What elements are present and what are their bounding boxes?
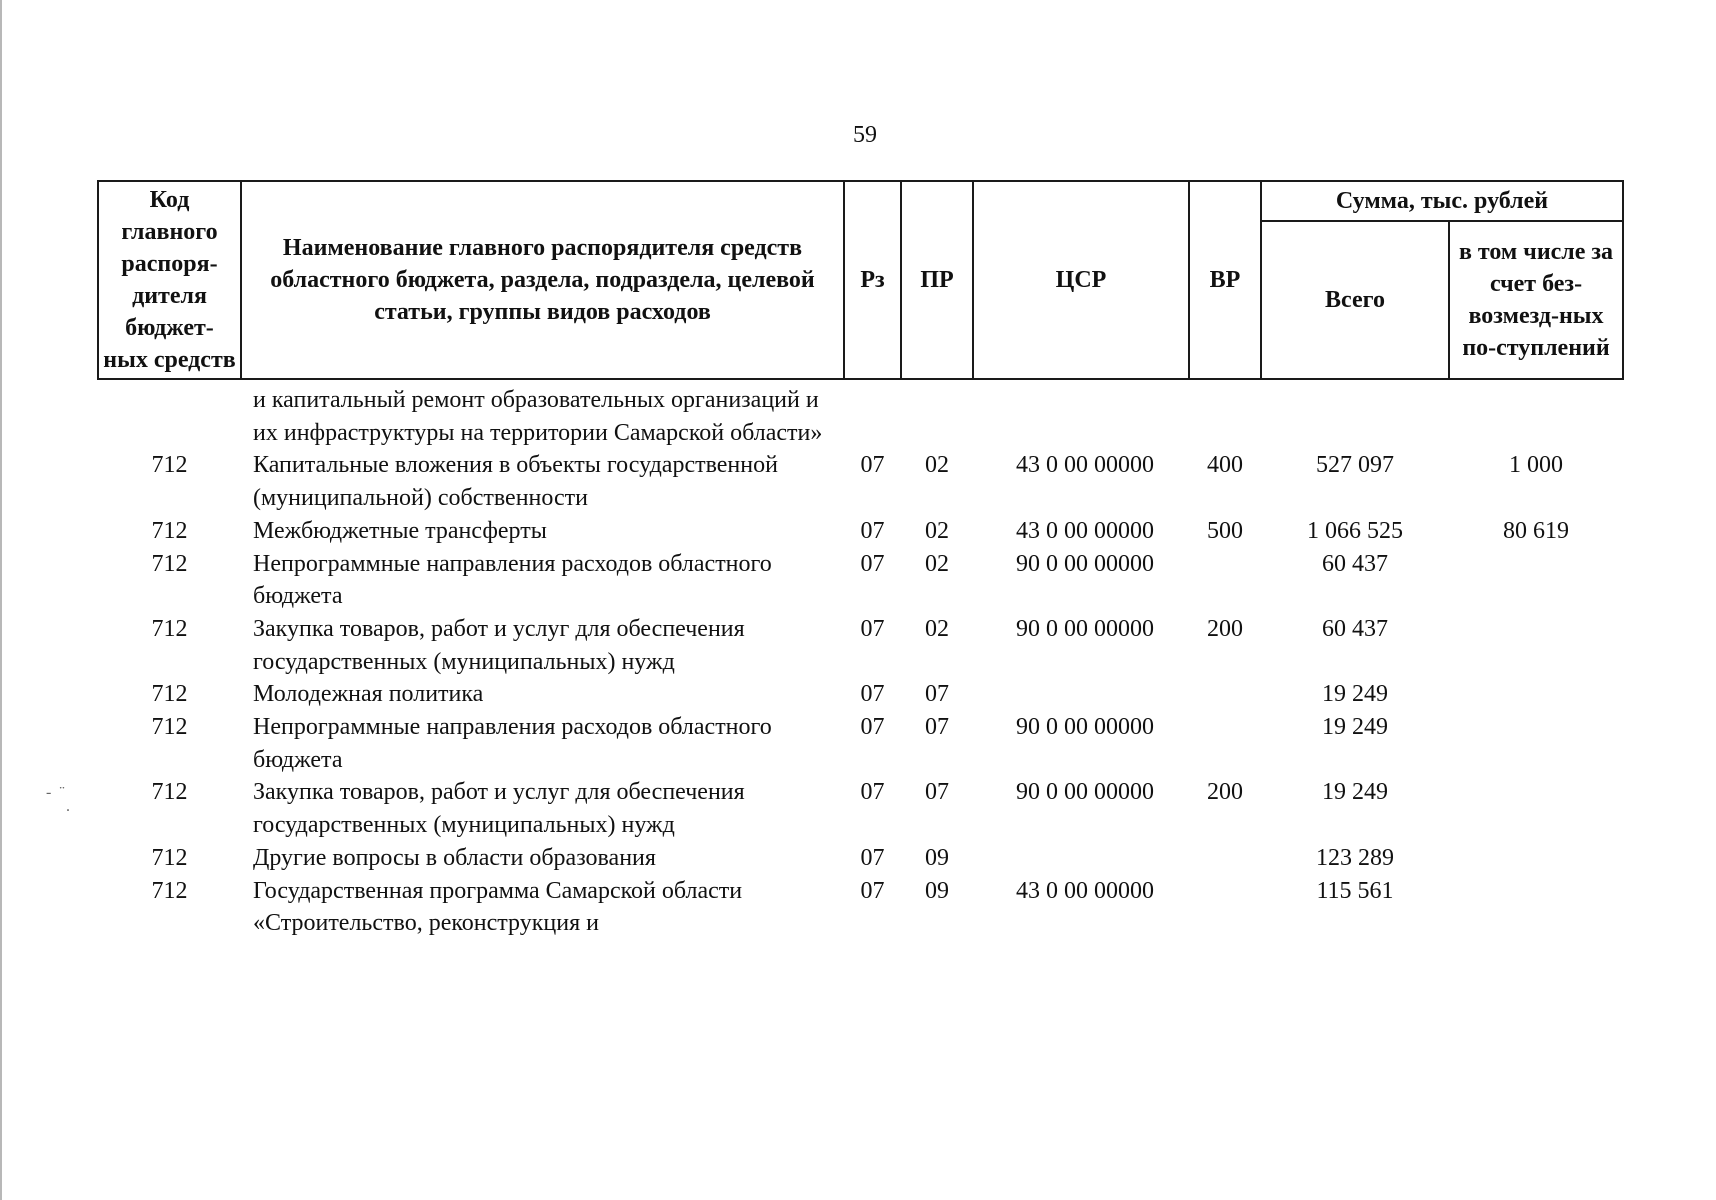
table-row (98, 711, 1623, 776)
cell-csr: 43 0 00 00000 (1016, 877, 1154, 904)
table-body (98, 379, 1623, 940)
cell-incl (1449, 711, 1623, 776)
cell-incl (1449, 613, 1623, 678)
header-sum: Сумма, тыс. рублей (1261, 181, 1623, 221)
cell-name: и капитальный ремонт образовательных организаций и их инфраструктуры на территории Самарской области» (253, 387, 823, 446)
cell-vr (1189, 711, 1261, 776)
table-row (98, 842, 1623, 875)
cell-csr: 90 0 00 00000 (1016, 550, 1154, 577)
cell-pr (901, 379, 973, 449)
cell-rz: 07 (860, 517, 885, 544)
table-row (98, 875, 1623, 940)
cell-code: 712 (151, 615, 188, 642)
cell-rz (844, 379, 901, 449)
table-row (98, 613, 1623, 678)
cell-total: 19 249 (1322, 681, 1388, 708)
cell-rz: 07 (860, 615, 885, 642)
cell-rz: 07 (860, 714, 885, 741)
cell-vr: 200 (1207, 615, 1243, 642)
cell-csr: 43 0 00 00000 (1016, 517, 1154, 544)
header-code: Код главного распоря-дителя бюджет-ных средств (98, 181, 241, 379)
scan-edge (0, 0, 2, 1200)
cell-code: 712 (151, 452, 188, 479)
cell-name: Молодежная политика (253, 681, 484, 708)
cell-rz: 07 (860, 877, 885, 904)
table-row (98, 449, 1623, 514)
cell-code: 712 (151, 681, 188, 708)
cell-incl (1449, 678, 1623, 711)
cell-total: 60 437 (1322, 550, 1388, 577)
cell-total: 123 289 (1316, 844, 1394, 871)
header-vr: ВР (1189, 181, 1261, 379)
cell-name: Государственная программа Самарской области «Строительство, реконструкция и (253, 877, 743, 937)
page-number: 59 (853, 122, 877, 148)
cell-rz: 07 (860, 779, 885, 806)
cell-rz: 07 (860, 681, 885, 708)
cell-total: 19 249 (1322, 779, 1388, 806)
cell-total: 19 249 (1322, 714, 1388, 741)
header-name: Наименование главного распорядителя средств областного бюджета, раздела, подраздела, целевой статьи, группы видов расходов (241, 181, 844, 379)
cell-csr: 90 0 00 00000 (1016, 615, 1154, 642)
cell-pr: 09 (925, 877, 949, 904)
cell-pr: 07 (925, 681, 949, 708)
cell-code: 712 (151, 779, 188, 806)
cell-code: 712 (151, 877, 188, 904)
cell-pr: 02 (925, 452, 949, 479)
table-row (98, 548, 1623, 613)
cell-total: 115 561 (1316, 877, 1394, 904)
cell-rz: 07 (860, 550, 885, 577)
cell-pr: 02 (925, 550, 949, 577)
header-incl: в том числе за счет без-возмезд-ных по-ступлений (1449, 221, 1623, 379)
cell-total: 60 437 (1322, 615, 1388, 642)
cell-total: 527 097 (1316, 452, 1394, 479)
header-pr: ПР (901, 181, 973, 379)
cell-incl (1449, 776, 1623, 841)
cell-csr (973, 842, 1189, 875)
cell-incl (1449, 379, 1623, 449)
cell-name: Закупка товаров, работ и услуг для обеспечения государственных (муниципальных) нужд (253, 615, 745, 675)
cell-vr: 500 (1207, 517, 1243, 544)
cell-name: Закупка товаров, работ и услуг для обеспечения государственных (муниципальных) нужд (253, 779, 745, 839)
header-csr: ЦСР (973, 181, 1189, 379)
cell-name: Капитальные вложения в объекты государственной (муниципальной) собственности (253, 452, 778, 512)
cell-code: 712 (151, 714, 188, 741)
cell-incl (1449, 842, 1623, 875)
cell-pr: 09 (925, 844, 949, 871)
table-header (98, 181, 1623, 379)
cell-rz: 07 (860, 452, 885, 479)
cell-total (1261, 379, 1449, 449)
cell-csr: 43 0 00 00000 (1016, 452, 1154, 479)
cell-name: Межбюджетные трансферты (253, 517, 547, 544)
header-rz: Рз (844, 181, 901, 379)
cell-incl (1449, 548, 1623, 613)
table-row (98, 678, 1623, 711)
cell-code (98, 379, 241, 449)
table-row (98, 776, 1623, 841)
cell-csr (973, 678, 1189, 711)
cell-name: Другие вопросы в области образования (253, 844, 656, 871)
cell-name: Непрограммные направления расходов областного бюджета (253, 550, 772, 610)
cell-total: 1 066 525 (1307, 517, 1403, 544)
cell-csr: 90 0 00 00000 (1016, 714, 1154, 741)
cell-incl (1449, 875, 1623, 940)
cell-vr (1189, 842, 1261, 875)
cell-pr: 07 (925, 714, 949, 741)
cell-pr: 02 (925, 517, 949, 544)
cell-vr: 400 (1207, 452, 1243, 479)
cell-csr (973, 379, 1189, 449)
cell-csr: 90 0 00 00000 (1016, 779, 1154, 806)
margin-marks: - ¨ . (46, 784, 70, 815)
cell-vr: 200 (1207, 779, 1243, 806)
cell-rz: 07 (860, 844, 885, 871)
cell-vr (1189, 875, 1261, 940)
cell-code: 712 (151, 550, 188, 577)
cell-code: 712 (151, 517, 188, 544)
cell-incl: 1 000 (1509, 452, 1563, 479)
cell-vr (1189, 548, 1261, 613)
table-row (98, 515, 1623, 548)
header-total: Всего (1261, 221, 1449, 379)
table-row (98, 379, 1623, 449)
cell-code: 712 (151, 844, 188, 871)
cell-vr (1189, 678, 1261, 711)
cell-vr (1189, 379, 1261, 449)
cell-pr: 07 (925, 779, 949, 806)
cell-pr: 02 (925, 615, 949, 642)
budget-table (97, 180, 1624, 940)
cell-name: Непрограммные направления расходов областного бюджета (253, 714, 772, 773)
cell-incl: 80 619 (1503, 517, 1569, 544)
